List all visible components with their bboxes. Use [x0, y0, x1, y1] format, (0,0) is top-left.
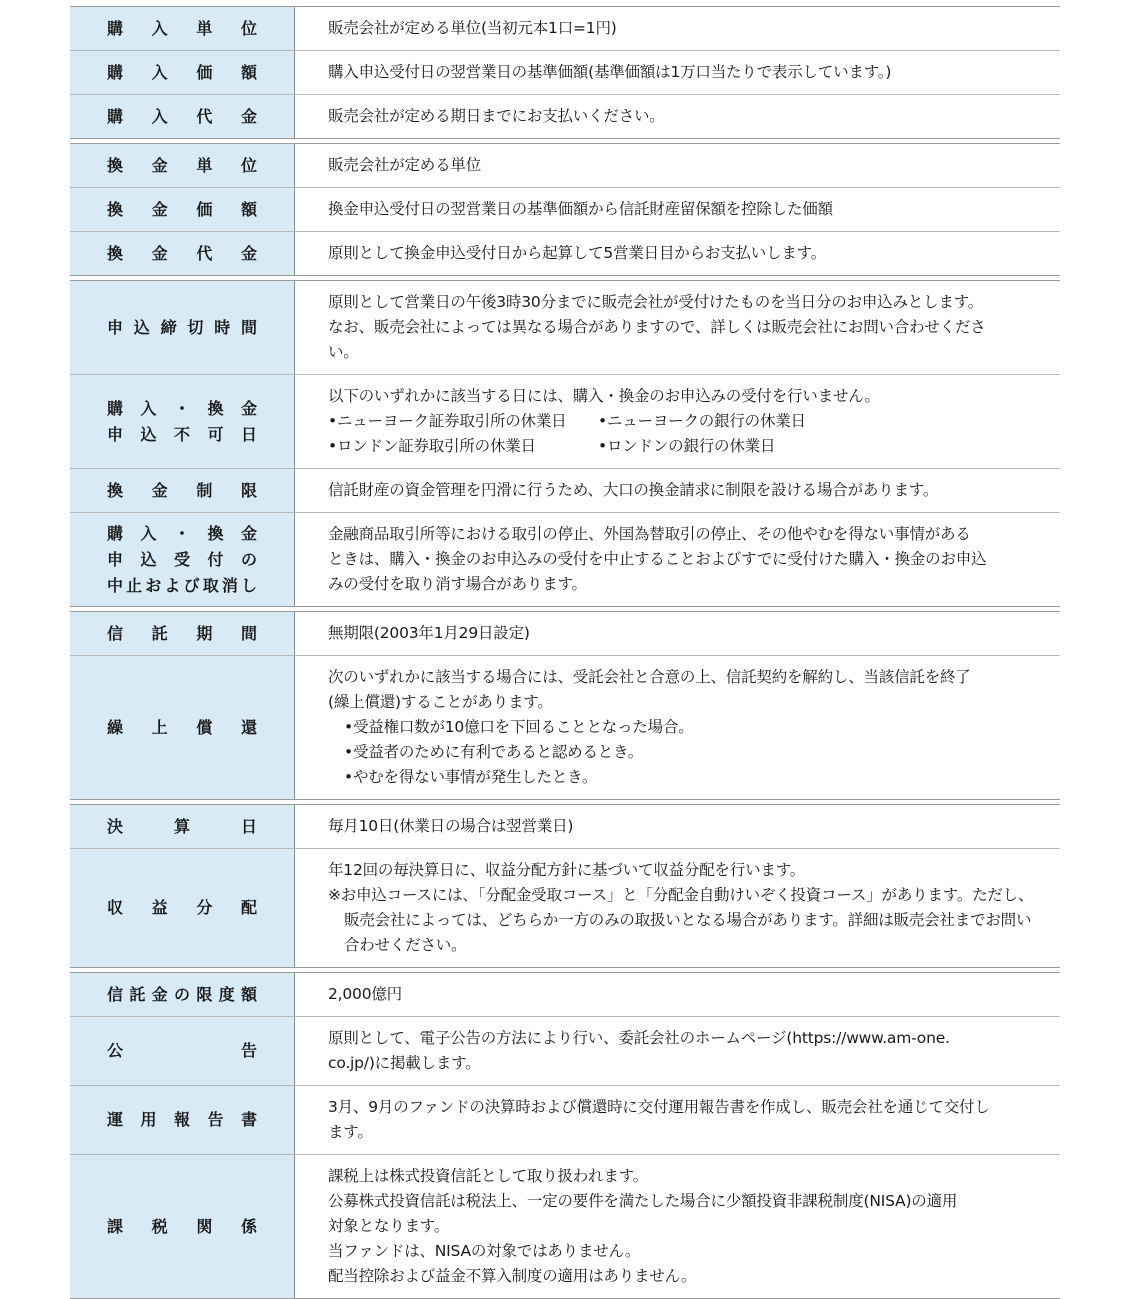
row-label-text — [107, 1107, 257, 1133]
label-char: 配 — [240, 898, 257, 917]
label-char: 位 — [240, 18, 257, 38]
row-label-line — [107, 573, 257, 599]
row-label-line — [107, 315, 257, 341]
label-char: 購 — [107, 106, 124, 126]
label-char: 金 — [151, 984, 168, 1004]
label-char: 単 — [196, 18, 213, 38]
label-char: 申 — [107, 549, 124, 569]
row-label — [70, 1155, 295, 1298]
label-char: 用 — [140, 1110, 157, 1129]
row-label-line — [107, 1038, 257, 1064]
label-char: 間 — [240, 623, 257, 643]
row-label — [70, 612, 295, 655]
label-char: 額 — [240, 984, 257, 1004]
label-char: 代 — [196, 106, 213, 126]
table-row — [70, 374, 1060, 468]
label-char: 価 — [196, 199, 213, 219]
label-char: 収 — [107, 898, 124, 917]
row-label-line — [107, 982, 257, 1008]
row-value — [295, 375, 1060, 468]
label-char: 止 — [126, 575, 143, 595]
row-label-text — [107, 814, 257, 840]
label-char: 換 — [107, 480, 124, 500]
row-label-line — [107, 621, 257, 647]
label-char: 決 — [107, 816, 124, 836]
row-label — [70, 805, 295, 848]
label-char: 金 — [240, 243, 257, 263]
label-char: 関 — [196, 1216, 213, 1236]
label-char: 価 — [196, 62, 213, 82]
label-char: の — [173, 984, 190, 1004]
value-line: 換金申込受付日の翌営業日の基準価額から信託財産留保額を控除した価額 — [328, 200, 833, 218]
value-line: 購入申込受付日の翌営業日の基準価額(基準価額は1万口当たりで表示しています。) — [328, 63, 892, 81]
value-line: 課税上は株式投資信託として取り扱われます。 — [328, 1167, 649, 1185]
row-label-line — [107, 521, 257, 547]
label-char: 締 — [160, 317, 177, 337]
label-char: 期 — [196, 623, 213, 643]
row-label-line — [107, 197, 257, 223]
value-line: co.jp/)に掲載します。 — [328, 1054, 481, 1072]
label-char: 金 — [240, 106, 257, 126]
row-label — [70, 144, 295, 187]
row-label-text — [107, 895, 257, 921]
label-char: 時 — [214, 317, 231, 337]
row-value — [295, 469, 1060, 512]
label-char: 税 — [151, 1216, 168, 1236]
table-row — [70, 848, 1060, 967]
label-char: 入 — [151, 18, 168, 38]
label-char: 制 — [196, 480, 213, 500]
row-label-line — [107, 478, 257, 504]
label-char: 込 — [140, 549, 157, 569]
row-value — [295, 232, 1060, 275]
row-label-text — [107, 1214, 257, 1240]
value-line: 金融商品取引所等における取引の停止、外国為替取引の停止、その他やむを得ない事情がある — [328, 525, 971, 543]
value-line: 原則として、電子公告の方法により行い、委託会社のホームページ(https://www.am-one. — [328, 1029, 950, 1047]
row-label-line — [107, 104, 257, 130]
value-bullet: •受益者のために有利であると認めるとき。 — [344, 743, 644, 761]
row-label-text — [107, 16, 257, 42]
row-label — [70, 973, 295, 1016]
value-line: なお、販売会社によっては異なる場合がありますので、詳しくは販売会社にお問い合わせくださ — [328, 318, 986, 336]
row-label — [70, 469, 295, 512]
label-char: 運 — [107, 1110, 124, 1129]
label-char: 申 — [107, 424, 124, 444]
row-label — [70, 51, 295, 94]
row-label-line — [107, 396, 257, 422]
value-line: 年12回の毎決算日に、収益分配方針に基づいて収益分配を行います。 — [328, 861, 806, 879]
row-label — [70, 188, 295, 231]
row-label-text — [107, 315, 257, 341]
value-line: 2,000億円 — [328, 985, 402, 1003]
label-char: 切 — [187, 317, 204, 337]
label-char: 信 — [107, 623, 124, 643]
row-label-line — [107, 422, 257, 448]
table-group — [70, 611, 1060, 800]
value-line: ます。 — [328, 1123, 373, 1141]
row-label — [70, 1086, 295, 1154]
table-group — [70, 280, 1060, 607]
row-value — [295, 95, 1060, 138]
label-char: 金 — [151, 243, 168, 263]
table-row — [70, 187, 1060, 231]
label-char: 込 — [140, 424, 157, 444]
table-group — [70, 6, 1060, 139]
label-char: 入 — [151, 106, 168, 126]
row-value — [295, 656, 1060, 799]
row-label-line — [107, 814, 257, 840]
value-line: 販売会社が定める単位(当初元本1口=1円) — [328, 19, 617, 37]
row-label-text — [107, 478, 257, 504]
row-label — [70, 656, 295, 799]
label-char: ・ — [173, 523, 190, 543]
row-value — [295, 849, 1060, 967]
label-char: 分 — [196, 898, 213, 917]
value-line: 原則として換金申込受付日から起算して5営業日目からお支払いします。 — [328, 244, 827, 262]
row-label — [70, 1017, 295, 1085]
label-char: お — [145, 575, 162, 595]
label-char: 消 — [221, 575, 238, 595]
table-row — [70, 805, 1060, 848]
table-row — [70, 468, 1060, 512]
row-label-line — [107, 1214, 257, 1240]
label-char: 益 — [151, 898, 168, 917]
value-line: 信託財産の資金管理を円滑に行うため、大口の換金請求に制限を設ける場合があります。 — [328, 481, 939, 499]
value-columns — [328, 409, 1040, 434]
table-row — [70, 1085, 1060, 1154]
value-line: 配当控除および益金不算入制度の適用はありません。 — [328, 1267, 697, 1285]
row-label — [70, 95, 295, 138]
label-char: 信 — [107, 984, 124, 1004]
label-char: 託 — [129, 984, 146, 1004]
value-column-item: •ニューヨークの銀行の休業日 — [598, 412, 806, 430]
row-label — [70, 281, 295, 374]
label-char: ・ — [173, 398, 190, 418]
label-char: 換 — [207, 398, 224, 418]
label-char: 換 — [107, 155, 124, 175]
value-line: 公募株式投資信託は税法上、一定の要件を満たした場合に少額投資非課税制度(NISA)の適用 — [328, 1192, 958, 1210]
label-char: 購 — [107, 398, 124, 418]
value-columns — [328, 434, 1040, 459]
label-char: 報 — [173, 1110, 190, 1129]
row-label-text — [107, 60, 257, 86]
value-line: 対象となります。 — [328, 1217, 450, 1235]
label-char: よ — [164, 575, 181, 595]
table-row — [70, 1154, 1060, 1298]
table-group — [70, 143, 1060, 276]
row-value — [295, 1017, 1060, 1085]
row-label-text — [107, 153, 257, 179]
table-row — [70, 50, 1060, 94]
row-label-text — [107, 104, 257, 130]
row-value — [295, 1155, 1060, 1298]
label-char: 換 — [107, 199, 124, 219]
table-row — [70, 1016, 1060, 1085]
label-char: 代 — [196, 243, 213, 263]
label-char: 入 — [151, 62, 168, 82]
label-char: 限 — [196, 984, 213, 1004]
label-char: 係 — [240, 1216, 257, 1236]
label-char: 可 — [207, 424, 224, 444]
label-char: 入 — [140, 523, 157, 543]
value-line: 当ファンドは、NISAの対象ではありません。 — [328, 1242, 641, 1260]
value-line: 以下のいずれかに該当する日には、購入・換金のお申込みの受付を行いません。 — [328, 387, 880, 405]
row-value — [295, 513, 1060, 606]
row-label — [70, 849, 295, 967]
table-row — [70, 612, 1060, 655]
label-char: 日 — [240, 424, 257, 444]
label-char: 金 — [151, 480, 168, 500]
row-label-line — [107, 153, 257, 179]
value-line: 販売会社が定める期日までにお支払いください。 — [328, 107, 665, 125]
row-value — [295, 1086, 1060, 1154]
row-label-text — [107, 197, 257, 223]
label-char: 受 — [173, 549, 190, 569]
table-row — [70, 7, 1060, 50]
row-label-text — [107, 621, 257, 647]
table-group — [70, 972, 1060, 1299]
label-char: 日 — [240, 816, 257, 836]
row-value — [295, 7, 1060, 50]
row-label-text — [107, 1038, 257, 1064]
label-char: 額 — [240, 199, 257, 219]
value-column-item: •ロンドン証券取引所の休業日 — [328, 437, 536, 455]
label-char: 金 — [151, 155, 168, 175]
table-row — [70, 655, 1060, 799]
label-char: 金 — [240, 398, 257, 418]
label-char: 上 — [151, 717, 168, 737]
label-char: の — [240, 549, 257, 569]
value-line: 3月、9月のファンドの決算時および償還時に交付運用報告書を作成し、販売会社を通じて交付し — [328, 1098, 990, 1116]
label-char: 告 — [207, 1110, 224, 1129]
label-char: 償 — [196, 717, 213, 737]
row-value — [295, 188, 1060, 231]
label-char: 額 — [240, 62, 257, 82]
value-line: 次のいずれかに該当する場合には、受託会社と合意の上、信託契約を解約し、当該信託を終了 — [328, 668, 971, 686]
row-value — [295, 144, 1060, 187]
label-char: 購 — [107, 523, 124, 543]
label-char: 取 — [202, 575, 219, 595]
label-char: 課 — [107, 1216, 124, 1236]
table-group — [70, 804, 1060, 968]
row-label-text — [107, 715, 257, 741]
label-char: 金 — [151, 199, 168, 219]
value-line: 販売会社が定める単位 — [328, 156, 482, 174]
row-label-line — [107, 241, 257, 267]
table-row — [70, 144, 1060, 187]
value-line: (繰上償還)することがあります。 — [328, 693, 553, 711]
label-char: 不 — [173, 424, 190, 444]
value-bullet: •やむを得ない事情が発生したとき。 — [344, 768, 598, 786]
fund-terms-table — [70, 6, 1060, 1299]
row-label-line — [107, 895, 257, 921]
label-char: 告 — [240, 1041, 257, 1060]
row-label-text — [107, 982, 257, 1008]
value-column-item: •ロンドンの銀行の休業日 — [598, 437, 776, 455]
value-bullet: •受益権口数が10億口を下回ることとなった場合。 — [344, 718, 694, 736]
table-row — [70, 512, 1060, 606]
label-char: 換 — [207, 523, 224, 543]
label-char: 単 — [196, 155, 213, 175]
row-label — [70, 7, 295, 50]
row-label-line — [107, 715, 257, 741]
label-char: 換 — [107, 243, 124, 263]
row-value — [295, 51, 1060, 94]
label-char: 間 — [240, 317, 257, 337]
row-value — [295, 281, 1060, 374]
label-char: 度 — [218, 984, 235, 1004]
value-line: 無期限(2003年1月29日設定) — [328, 624, 530, 642]
value-line: い。 — [328, 343, 359, 361]
table-row — [70, 281, 1060, 374]
value-line: 毎月10日(休業日の場合は翌営業日) — [328, 817, 574, 835]
label-char: 購 — [107, 18, 124, 38]
label-char: 還 — [240, 717, 257, 737]
label-char: び — [183, 575, 200, 595]
row-label-line — [107, 1107, 257, 1133]
label-char: 入 — [140, 398, 157, 418]
table-row — [70, 231, 1060, 275]
row-label-text — [107, 241, 257, 267]
label-char: 付 — [207, 549, 224, 569]
row-label-line — [107, 60, 257, 86]
row-value — [295, 612, 1060, 655]
label-char: 込 — [133, 317, 150, 337]
row-label-text — [107, 396, 257, 448]
value-line: ときは、購入・換金のお申込みの受付を中止することおよびすでに受付けた購入・換金のお申込 — [328, 550, 987, 568]
label-char: 限 — [240, 480, 257, 500]
label-char: 申 — [107, 317, 124, 337]
label-char: 公 — [107, 1041, 124, 1060]
value-line: 原則として営業日の午後3時30分までに販売会社が受付けたものを当日分のお申込みとします。 — [328, 293, 984, 311]
row-label — [70, 232, 295, 275]
row-label-text — [107, 521, 257, 599]
label-char: し — [240, 575, 257, 595]
table-row — [70, 94, 1060, 138]
row-value — [295, 805, 1060, 848]
value-note: ※お申込コースには、「分配金受取コース」と「分配金自動けいぞく投資コース」があります。ただし、販売会社によっては、どちらか一方のみの取扱いとなる場合があります。詳細は販売会社までお問い合わせください。 — [328, 886, 1034, 954]
row-label-line — [107, 16, 257, 42]
label-char: 算 — [173, 816, 190, 836]
value-column-item: •ニューヨーク証券取引所の休業日 — [328, 412, 567, 430]
label-char: 繰 — [107, 717, 124, 737]
row-label — [70, 513, 295, 606]
label-char: 金 — [240, 523, 257, 543]
label-char: 購 — [107, 62, 124, 82]
value-line: みの受付を取り消す場合があります。 — [328, 575, 587, 593]
row-value — [295, 973, 1060, 1016]
label-char: 書 — [240, 1110, 257, 1129]
label-char: 託 — [151, 623, 168, 643]
table-row — [70, 973, 1060, 1016]
label-char: 位 — [240, 155, 257, 175]
row-label-line — [107, 547, 257, 573]
label-char: 中 — [107, 575, 124, 595]
row-label — [70, 375, 295, 468]
